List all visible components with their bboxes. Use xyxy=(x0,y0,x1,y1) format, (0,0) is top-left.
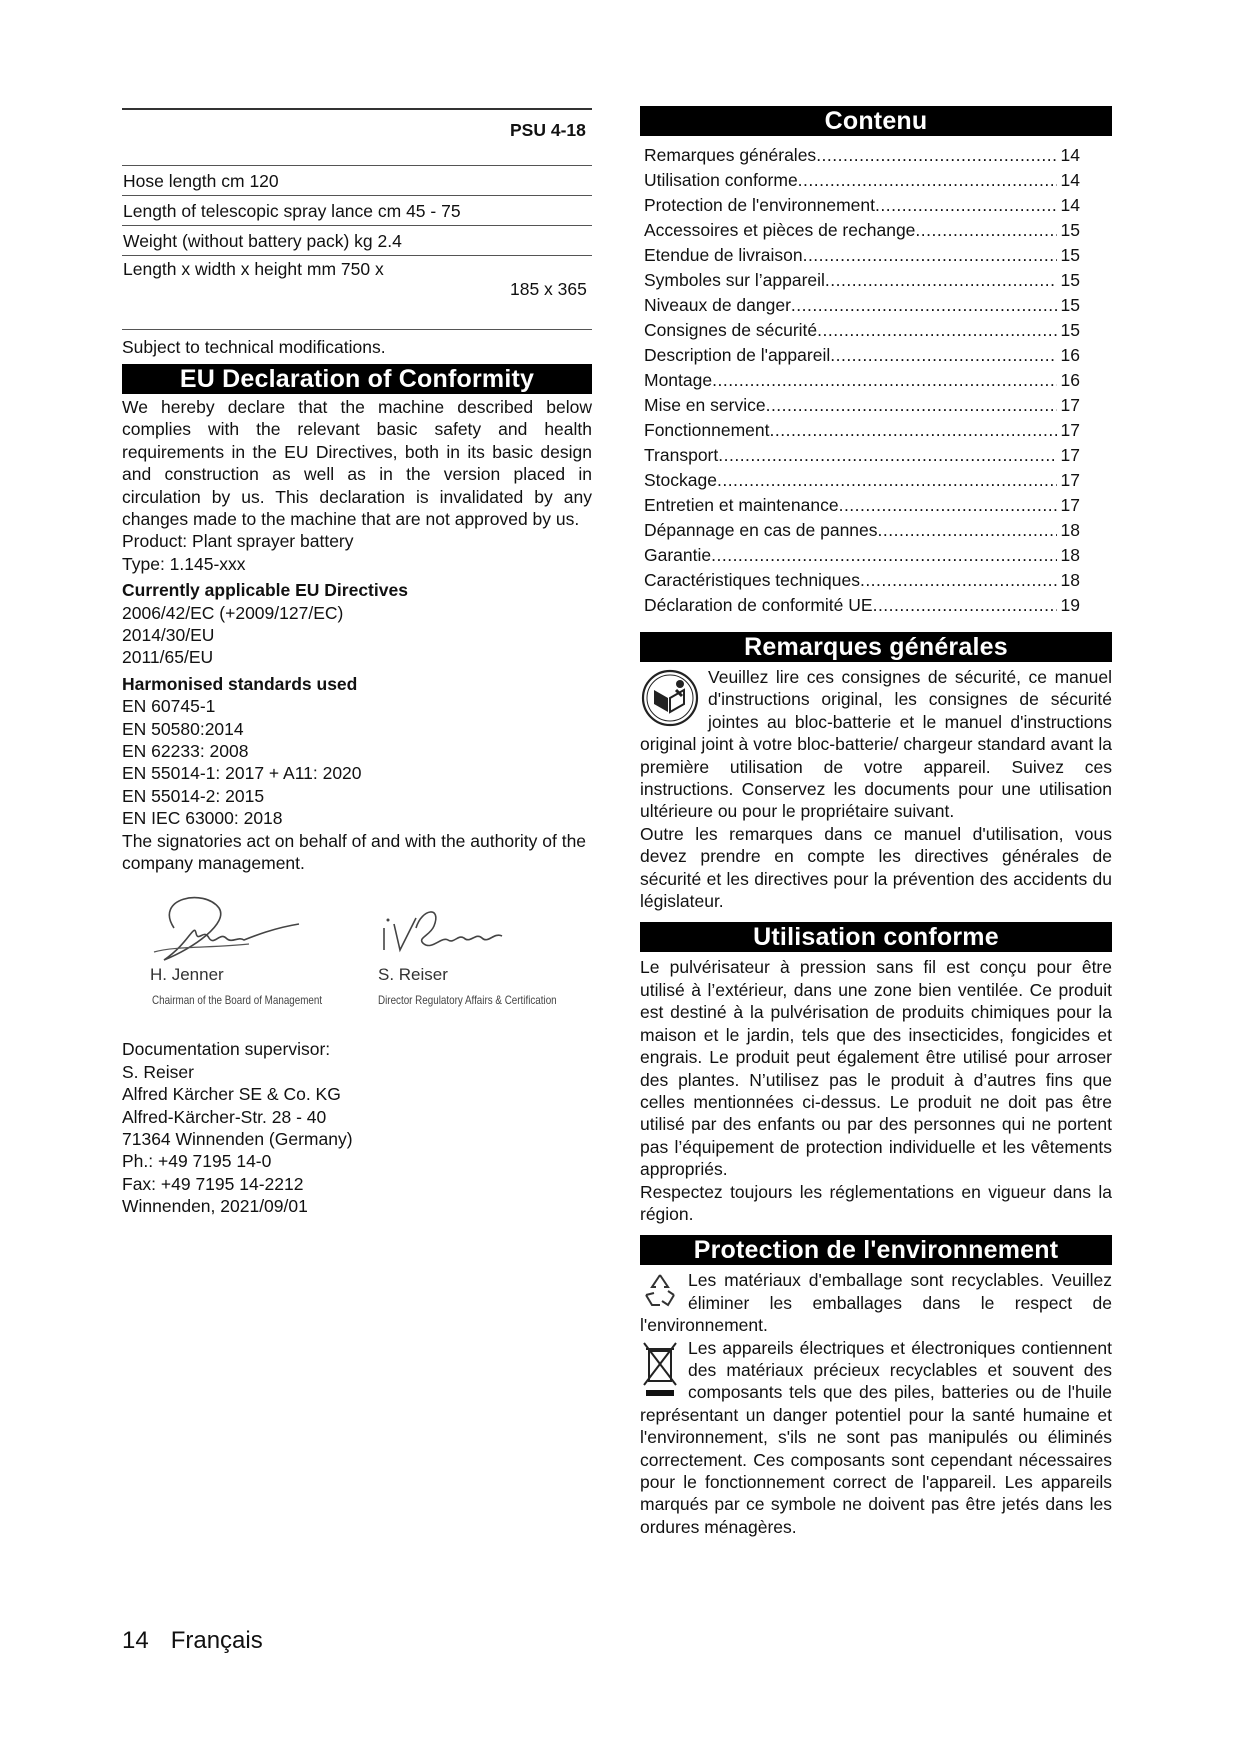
toc-leader xyxy=(860,568,1057,593)
toc-leader xyxy=(875,193,1057,218)
environnement-paragraph: Les matériaux d'emballage sont recyclables. Veuillez éliminer les emballages dans le respect de l'environnement. xyxy=(640,1270,1112,1336)
table-row xyxy=(122,225,592,255)
supervisor-line: Winnenden, 2021/09/01 xyxy=(122,1196,308,1217)
remarques-paragraph: Veuillez lire ces consignes de sécurité, ce manuel d'instructions original, les consignes de sécurité jointes au bloc-batterie et le manuel d'instructions original joint à votre bloc-batterie/ chargeur standard avant la première utilisation de votre appareil. Suivez ces instructions. Conservez les documents pour une utilisation ultérieure ou pour le propriétaire suivant. xyxy=(640,667,1112,822)
toc-leader xyxy=(817,318,1056,343)
toc-entry[interactable] xyxy=(644,418,1080,443)
supervisor-line: Fax: +49 7195 14-2212 xyxy=(122,1173,304,1194)
section-heading-contents: Contenu xyxy=(640,106,1112,136)
toc-leader xyxy=(711,543,1056,568)
toc-label: Caractéristiques techniques xyxy=(644,570,860,590)
toc-leader xyxy=(798,168,1057,193)
row-value xyxy=(506,195,592,225)
toc-page: 15 xyxy=(1060,245,1080,265)
toc-page: 18 xyxy=(1060,545,1080,565)
utilisation-body xyxy=(640,956,1112,1225)
toc-entry[interactable] xyxy=(644,143,1080,168)
toc-page: 14 xyxy=(1060,195,1080,215)
technical-data-table xyxy=(122,108,592,330)
toc-label: Symboles sur l’appareil xyxy=(644,270,825,290)
toc-label: Transport xyxy=(644,445,719,465)
section-heading-environnement: Protection de l'environnement xyxy=(640,1235,1112,1265)
directive-item: 2014/30/EU xyxy=(122,624,215,645)
page-footer xyxy=(122,1626,285,1656)
toc-entry[interactable] xyxy=(644,243,1080,268)
toc-label: Consignes de sécurité xyxy=(644,320,818,340)
supervisor-line: 71364 Winnenden (Germany) xyxy=(122,1129,353,1150)
section-heading-eu-declaration: EU Declaration of Conformity xyxy=(122,364,592,394)
toc-leader xyxy=(816,143,1056,168)
page-number: 14 xyxy=(122,1627,149,1654)
row-value: 185 x 365 xyxy=(506,255,592,329)
handwritten-signature-icon xyxy=(372,888,552,968)
standards-heading: Harmonised standards used xyxy=(122,673,358,694)
utilisation-paragraph: Le pulvérisateur à pression sans fil est conçu pour être utilisé à l’extérieur, dans une zone bien ventilée. Ce produit est destiné à la pulvérisation de produits chimiques pour la maison et le jardin, tels que des insecticides, fongicides et engrais. Le produit peut également être utilisé pour arroser des plantes. N’utilisez pas le produit à d’autres fins que celles mentionnées ci-dessus. Le produit ne doit pas être utilisé par des enfants ou par des personnes qui ne portent pas l’équipement de protection individuelle et les vêtements appropriés. xyxy=(640,957,1112,1180)
supervisor-line: S. Reiser xyxy=(122,1061,194,1082)
toc-leader xyxy=(766,393,1057,418)
signature-block xyxy=(122,888,592,1038)
toc-label: Niveaux de danger xyxy=(644,295,791,315)
toc-label: Mise en service xyxy=(644,395,766,415)
toc-leader xyxy=(717,468,1057,493)
toc-leader xyxy=(825,268,1057,293)
toc-page: 17 xyxy=(1060,470,1080,490)
signer-name: H. Jenner xyxy=(150,965,224,985)
supervisor-line: Ph.: +49 7195 14-0 xyxy=(122,1151,272,1172)
toc-entry[interactable] xyxy=(644,543,1080,568)
supervisor-line: Documentation supervisor: xyxy=(122,1039,331,1060)
model-header: PSU 4-18 xyxy=(506,109,592,165)
standard-item: EN IEC 63000: 2018 xyxy=(122,808,283,829)
toc-leader xyxy=(873,593,1057,618)
toc-entry[interactable] xyxy=(644,218,1080,243)
toc-page: 15 xyxy=(1060,295,1080,315)
toc-entry[interactable] xyxy=(644,393,1080,418)
toc-leader xyxy=(712,368,1056,393)
toc-leader xyxy=(718,443,1056,468)
toc-label: Montage xyxy=(644,370,713,390)
toc-label: Description de l'appareil xyxy=(644,345,831,365)
toc-page: 17 xyxy=(1060,395,1080,415)
toc-leader xyxy=(839,493,1057,518)
toc-entry[interactable] xyxy=(644,493,1080,518)
handwritten-signature-icon xyxy=(134,888,314,968)
toc-entry[interactable] xyxy=(644,593,1080,618)
toc-page: 18 xyxy=(1060,570,1080,590)
recycling-icon xyxy=(640,1271,680,1311)
toc-page: 17 xyxy=(1060,495,1080,515)
toc-page: 15 xyxy=(1060,270,1080,290)
toc-leader xyxy=(830,343,1056,368)
toc-label: Utilisation conforme xyxy=(644,170,798,190)
section-heading-utilisation: Utilisation conforme xyxy=(640,922,1112,952)
signature-reiser xyxy=(372,888,557,1008)
standard-item: EN 60745-1 xyxy=(122,696,216,717)
toc-page: 16 xyxy=(1060,345,1080,365)
section-heading-remarques: Remarques générales xyxy=(640,632,1112,662)
toc-label: Garantie xyxy=(644,545,712,565)
row-label: Weight (without battery pack) kg 2.4 xyxy=(122,225,506,255)
toc-label: Dépannage en cas de pannes xyxy=(644,520,878,540)
table-header-row xyxy=(122,109,592,165)
toc-page: 16 xyxy=(1060,370,1080,390)
signer-name: S. Reiser xyxy=(378,965,448,985)
toc-entry[interactable] xyxy=(644,518,1080,543)
directives-heading: Currently applicable EU Directives xyxy=(122,580,408,601)
toc-label: Etendue de livraison xyxy=(644,245,803,265)
type-line: Type: 1.145-xxx xyxy=(122,553,246,574)
toc-leader xyxy=(803,243,1057,268)
toc-page: 14 xyxy=(1060,170,1080,190)
utilisation-paragraph: Respectez toujours les réglementations en vigueur dans la région. xyxy=(640,1181,1112,1224)
standard-item: EN 62233: 2008 xyxy=(122,741,249,761)
read-manual-icon xyxy=(640,668,700,728)
toc-entry[interactable] xyxy=(644,343,1080,368)
standard-item: EN 55014-1: 2017 + A11: 2020 xyxy=(122,763,362,784)
signer-role: Chairman of the Board of Management xyxy=(152,993,323,1008)
toc-page: 15 xyxy=(1060,320,1080,340)
toc-entry[interactable] xyxy=(644,168,1080,193)
crossed-bin-icon xyxy=(640,1339,680,1399)
toc-entry[interactable] xyxy=(644,293,1080,318)
toc-leader xyxy=(878,518,1057,543)
toc-page: 14 xyxy=(1060,145,1080,165)
toc-label: Fonctionnement xyxy=(644,420,770,440)
toc-label: Remarques générales xyxy=(644,145,817,165)
toc-page: 17 xyxy=(1060,420,1080,440)
toc-entry[interactable] xyxy=(644,193,1080,218)
standard-item: EN 50580:2014 xyxy=(122,718,244,739)
technical-note: Subject to technical modifications. xyxy=(122,336,386,357)
signer-role: Director Regulatory Affairs & Certification xyxy=(378,993,557,1008)
toc-page: 15 xyxy=(1060,220,1080,240)
supervisor-line: Alfred Kärcher SE & Co. KG xyxy=(122,1084,341,1105)
row-value xyxy=(506,225,592,255)
directive-item: 2011/65/EU xyxy=(122,647,214,668)
toc-label: Accessoires et pièces de rechange xyxy=(644,220,916,240)
toc-label: Protection de l'environnement xyxy=(644,195,875,215)
table-header-cell xyxy=(122,109,506,165)
toc-page: 19 xyxy=(1060,595,1080,615)
toc-entry[interactable] xyxy=(644,268,1080,293)
product-line: Product: Plant sprayer battery xyxy=(122,531,354,552)
toc-page: 18 xyxy=(1060,520,1080,540)
row-label: Length x width x height mm 750 x xyxy=(122,255,506,329)
footer-language: Français xyxy=(170,1627,263,1654)
standard-item: EN 55014-2: 2015 xyxy=(122,785,265,806)
row-value xyxy=(506,165,592,195)
table-row xyxy=(122,195,592,225)
remarques-paragraph: Outre les remarques dans ce manuel d'utilisation, vous devez prendre en compte les directives générales de sécurité et les directives pour la prévention des accidents du législateur. xyxy=(640,823,1112,912)
toc-page: 17 xyxy=(1060,445,1080,465)
toc-leader xyxy=(770,418,1057,443)
toc-leader xyxy=(791,293,1057,318)
toc-label: Stockage xyxy=(644,470,717,490)
signature-jenner xyxy=(134,888,323,1008)
signatories-text: The signatories act on behalf of and with the authority of the company management. xyxy=(122,830,587,874)
declaration-intro: We hereby declare that the machine described below complies with the relevant basic safety and health requirements in the EU Directives, both in its basic design and construction as well as in the version placed in circulation by us. This declaration is invalidated by any changes made to the machine that are not approved by us. xyxy=(122,396,592,529)
toc-label: Entretien et maintenance xyxy=(644,495,839,515)
toc-entry[interactable] xyxy=(644,368,1080,393)
supervisor-line: Alfred-Kärcher-Str. 28 - 40 xyxy=(122,1106,327,1127)
directive-item: 2006/42/EC (+2009/127/EC) xyxy=(122,602,344,623)
remarques-body xyxy=(640,666,1112,912)
toc-entry[interactable] xyxy=(644,568,1080,593)
toc-leader xyxy=(915,218,1056,243)
toc-entry[interactable] xyxy=(644,318,1080,343)
row-label: Length of telescopic spray lance cm 45 - 75 xyxy=(122,195,506,225)
right-column xyxy=(640,106,1112,1538)
environnement-body xyxy=(640,1269,1112,1538)
table-row xyxy=(122,165,592,195)
toc-entry[interactable] xyxy=(644,443,1080,468)
environnement-paragraph: Les appareils électriques et électroniques contiennent des matériaux précieux recyclables et souvent des composants tels que des piles, batteries ou de l'huile représentant un danger potentiel pour la santé humaine et l'environnement, s'ils ne sont pas manipulés ou éliminés correctement. Ces composants sont cependant nécessaires pour le fonctionnement correct de l'appareil. Les appareils marqués par ce symbole ne doivent pas être jetés dans les ordures ménagères. xyxy=(640,1337,1112,1537)
left-column xyxy=(122,108,592,1218)
toc-label: Déclaration de conformité UE xyxy=(644,595,873,615)
table-of-contents xyxy=(640,143,1112,618)
toc-entry[interactable] xyxy=(644,468,1080,493)
table-row xyxy=(122,255,592,329)
row-label: Hose length cm 120 xyxy=(122,165,506,195)
